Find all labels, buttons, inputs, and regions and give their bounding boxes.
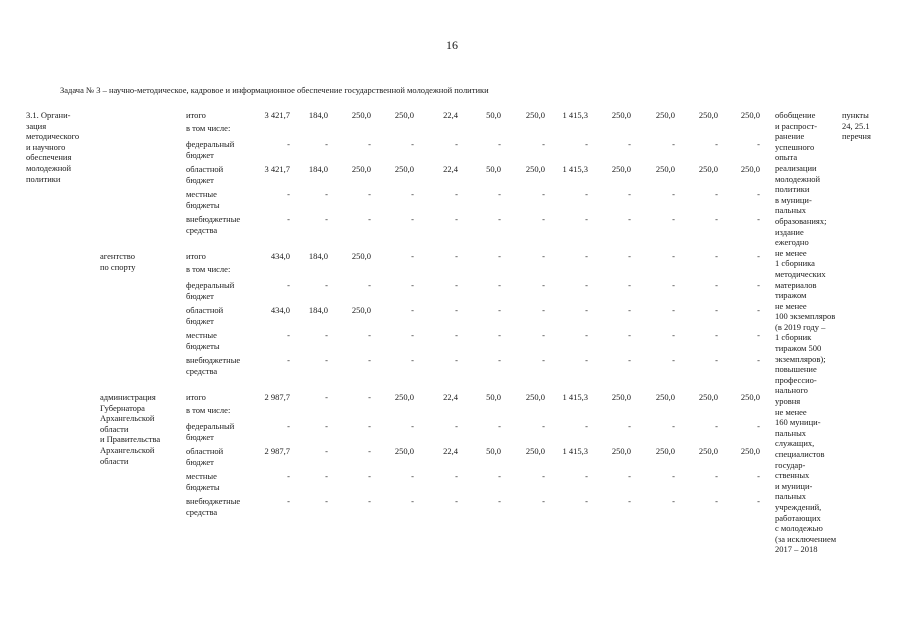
value-cell: 250,0 [655,392,675,402]
value-cell: - [672,305,675,315]
value-cell: - [287,421,290,431]
value-cell: - [672,251,675,261]
row-label-total: итого [186,251,206,261]
value-cell: - [585,471,588,481]
value-cell: - [585,421,588,431]
measure-name: 3.1. Органи- зация методического и научного обеспечения молодежной политики [26,110,80,184]
value-cell: - [411,330,414,340]
value-cell: 250,0 [698,110,718,120]
value-cell: - [455,214,458,224]
value-cell: - [542,189,545,199]
value-cell: - [368,421,371,431]
value-cell: - [628,496,631,506]
value-cell: 50,0 [486,392,501,402]
value-cell: - [368,392,371,402]
row-label-local: местные бюджеты [186,189,220,210]
value-cell: - [672,496,675,506]
value-cell: - [498,251,501,261]
value-cell: - [498,471,501,481]
value-cell: - [672,355,675,365]
value-cell: - [498,214,501,224]
value-cell: 22,4 [443,392,458,402]
executor-name: администрация Губернатора Архангельской области и Правительства Архангельской области [100,392,161,466]
value-cell: - [672,139,675,149]
value-cell: 250,0 [525,392,545,402]
value-cell: - [628,280,631,290]
value-cell: - [498,421,501,431]
value-cell: - [325,355,328,365]
value-cell: - [628,305,631,315]
value-cell: 22,4 [443,446,458,456]
value-cell: - [287,471,290,481]
value-cell: - [368,471,371,481]
value-cell: 1 415,3 [562,446,588,456]
value-cell: - [455,139,458,149]
value-cell: - [585,280,588,290]
value-cell: 3 421,7 [264,110,290,120]
value-cell: - [368,496,371,506]
value-cell: - [715,471,718,481]
value-cell: - [757,471,760,481]
executor-name: агентство по спорту [100,251,136,272]
value-cell: - [411,280,414,290]
value-cell: - [542,471,545,481]
value-cell: - [757,355,760,365]
value-cell: - [455,496,458,506]
row-label-extra: внебюджетные средства [186,355,241,376]
value-cell: - [757,214,760,224]
value-cell: - [585,214,588,224]
row-label-local: местные бюджеты [186,330,220,351]
value-cell: - [498,330,501,340]
value-cell: - [325,189,328,199]
value-cell: 22,4 [443,164,458,174]
value-cell: 250,0 [351,305,371,315]
value-cell: - [325,471,328,481]
value-cell: - [287,330,290,340]
value-cell: - [411,189,414,199]
row-label-regional: областной бюджет [186,446,224,467]
value-cell: - [287,189,290,199]
value-cell: - [368,139,371,149]
row-label-total: итого [186,392,206,402]
value-cell: - [455,421,458,431]
value-cell: - [542,139,545,149]
value-cell: - [585,305,588,315]
value-cell: 250,0 [655,446,675,456]
row-label-total: итого [186,110,206,120]
value-cell: - [757,139,760,149]
value-cell: 250,0 [525,110,545,120]
value-cell: - [325,496,328,506]
value-cell: - [715,330,718,340]
value-cell: - [287,139,290,149]
value-cell: - [628,214,631,224]
value-cell: 184,0 [308,251,328,261]
value-cell: - [411,251,414,261]
value-cell: 250,0 [351,251,371,261]
value-cell: 250,0 [611,446,631,456]
value-cell: 250,0 [740,446,760,456]
value-cell: - [757,421,760,431]
value-cell: - [455,305,458,315]
value-cell: - [672,471,675,481]
row-label-regional: областной бюджет [186,305,224,326]
value-cell: 250,0 [394,446,414,456]
value-cell: - [542,305,545,315]
value-cell: - [672,214,675,224]
value-cell: - [542,214,545,224]
value-cell: 1 415,3 [562,164,588,174]
value-cell: - [585,355,588,365]
value-cell: 250,0 [394,110,414,120]
value-cell: 250,0 [698,164,718,174]
value-cell: - [715,421,718,431]
value-cell: - [411,496,414,506]
value-cell: - [585,496,588,506]
row-label-extra: внебюджетные средства [186,496,241,517]
value-cell: - [325,446,328,456]
value-cell: 250,0 [394,164,414,174]
value-cell: - [585,189,588,199]
value-cell: - [498,189,501,199]
value-cell: - [498,139,501,149]
task-title: Задача № 3 – научно-методическое, кадровое и информационное обеспечение государственной молодежной политики [60,85,489,95]
value-cell: - [585,330,588,340]
value-cell: 250,0 [655,110,675,120]
row-label-including: в том числе: [186,264,231,274]
value-cell: 2 987,7 [264,392,290,402]
value-cell: - [287,496,290,506]
value-cell: 434,0 [270,251,290,261]
value-cell: - [455,471,458,481]
value-cell: - [455,355,458,365]
value-cell: - [715,355,718,365]
row-label-federal: федеральный бюджет [186,421,235,442]
value-cell: 434,0 [270,305,290,315]
value-cell: - [368,446,371,456]
value-cell: 250,0 [655,164,675,174]
value-cell: - [368,355,371,365]
value-cell: - [325,214,328,224]
value-cell: - [498,305,501,315]
value-cell: - [715,189,718,199]
value-cell: - [628,330,631,340]
value-cell: 184,0 [308,164,328,174]
row-label-including: в том числе: [186,405,231,415]
value-cell: - [455,330,458,340]
value-cell: - [411,421,414,431]
value-cell: 184,0 [308,305,328,315]
value-cell: - [542,330,545,340]
row-label-local: местные бюджеты [186,471,220,492]
value-cell: - [672,421,675,431]
value-cell: - [757,496,760,506]
value-cell: 250,0 [740,164,760,174]
value-cell: - [542,251,545,261]
value-cell: - [628,471,631,481]
page-number: 16 [446,38,458,52]
value-cell: - [325,392,328,402]
value-cell: - [287,214,290,224]
value-cell: - [628,139,631,149]
value-cell: - [325,280,328,290]
value-cell: 250,0 [698,392,718,402]
value-cell: 250,0 [698,446,718,456]
value-cell: 250,0 [351,164,371,174]
value-cell: - [287,355,290,365]
plan-reference: пункты 24, 25.1 перечня [842,110,871,142]
value-cell: - [368,189,371,199]
row-label-including: в том числе: [186,123,231,133]
value-cell: - [542,421,545,431]
value-cell: 250,0 [611,392,631,402]
value-cell: 250,0 [611,110,631,120]
value-cell: - [715,251,718,261]
value-cell: - [325,330,328,340]
value-cell: 250,0 [611,164,631,174]
value-cell: - [455,189,458,199]
value-cell: 1 415,3 [562,110,588,120]
value-cell: - [411,355,414,365]
value-cell: - [455,251,458,261]
value-cell: - [715,139,718,149]
value-cell: 184,0 [308,110,328,120]
value-cell: - [411,471,414,481]
value-cell: - [287,280,290,290]
expected-result: обобщение и распрост- ранение успешного опыта реализации молодежной политики в муници- пальных образованиях; издание ежегодно не менее 1 сборника методических материалов тиражом не менее 100 экземпляров (в 2019 году – 1 сборник тиражом 500 экземпляров); повышение профессио- нального уровня не менее 160 муници- пальных служащих, специалистов государ- ственных и муници- пальных учреждений, работающих с молодежью (за исключением 2017 – 2018 [775,110,837,555]
value-cell: - [672,189,675,199]
value-cell: 2 987,7 [264,446,290,456]
value-cell: - [368,330,371,340]
value-cell: - [628,189,631,199]
value-cell: - [498,280,501,290]
value-cell: - [325,139,328,149]
value-cell: - [715,305,718,315]
value-cell: - [498,355,501,365]
value-cell: - [672,330,675,340]
value-cell: - [757,305,760,315]
value-cell: - [411,305,414,315]
value-cell: 1 415,3 [562,392,588,402]
value-cell: 250,0 [525,446,545,456]
value-cell: - [672,280,675,290]
row-label-federal: федеральный бюджет [186,139,235,160]
value-cell: - [542,355,545,365]
value-cell: - [628,355,631,365]
value-cell: - [628,421,631,431]
row-label-regional: областной бюджет [186,164,224,185]
row-label-federal: федеральный бюджет [186,280,235,301]
value-cell: 250,0 [394,392,414,402]
value-cell: - [411,214,414,224]
value-cell: 250,0 [525,164,545,174]
value-cell: 250,0 [740,110,760,120]
value-cell: - [715,214,718,224]
value-cell: 250,0 [351,110,371,120]
value-cell: - [455,280,458,290]
value-cell: - [585,251,588,261]
value-cell: - [498,496,501,506]
value-cell: - [757,251,760,261]
value-cell: 3 421,7 [264,164,290,174]
value-cell: 50,0 [486,446,501,456]
value-cell: 50,0 [486,164,501,174]
value-cell: - [757,330,760,340]
row-label-extra: внебюджетные средства [186,214,241,235]
value-cell: - [368,214,371,224]
value-cell: - [757,189,760,199]
value-cell: - [325,421,328,431]
value-cell: - [757,280,760,290]
value-cell: 250,0 [740,392,760,402]
value-cell: - [542,496,545,506]
value-cell: - [715,280,718,290]
value-cell: - [585,139,588,149]
value-cell: - [542,280,545,290]
value-cell: - [628,251,631,261]
value-cell: - [715,496,718,506]
value-cell: - [411,139,414,149]
value-cell: - [368,280,371,290]
value-cell: 50,0 [486,110,501,120]
value-cell: 22,4 [443,110,458,120]
